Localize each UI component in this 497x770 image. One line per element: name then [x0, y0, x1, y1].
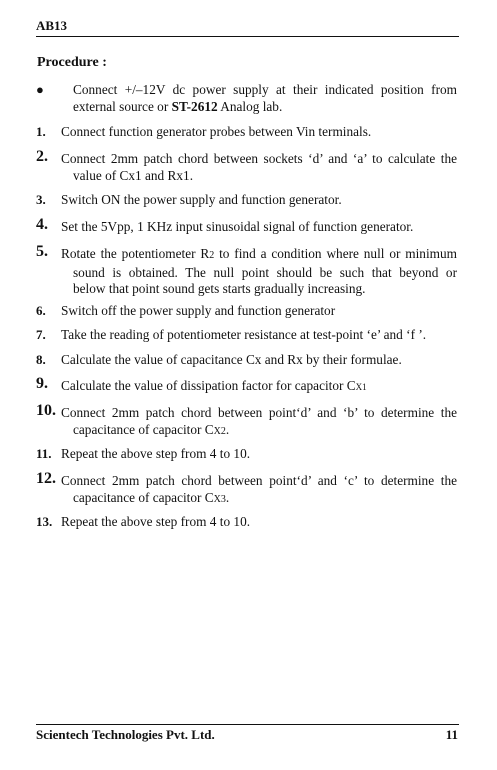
step-line-2-end: . — [225, 421, 230, 437]
step-4 — [36, 216, 457, 236]
step-number: 2. — [36, 148, 48, 165]
step-line-2 — [61, 490, 457, 509]
step-line-1-end: to find a condition where null or minimum — [214, 246, 457, 261]
step-line-2-sub: X2 — [213, 425, 226, 437]
header-divider — [36, 36, 459, 37]
step-number: 7. — [36, 327, 46, 342]
header-title: AB13 — [36, 18, 68, 33]
step-text: Repeat the above step from 4 to 10. — [61, 446, 251, 461]
procedure-heading: Procedure : — [37, 55, 107, 70]
page-number: 11 — [445, 727, 458, 742]
step-number: 4. — [36, 216, 48, 233]
step-text: Set the 5Vpp, 1 KHz input sinusoidal signal of function generator. — [61, 219, 414, 234]
step-number: 5. — [36, 243, 48, 260]
step-line-2 — [61, 422, 457, 441]
step-number: 13. — [36, 514, 53, 529]
step-line-1: Connect 2mm patch chord between sockets ‘d’ and ‘a’ to calculate the — [61, 151, 457, 166]
step-line-1: Connect 2mm patch chord between point‘d’ and ‘b’ to determine the — [61, 405, 457, 420]
step-10 — [36, 402, 457, 440]
step-3 — [36, 192, 457, 209]
bullet-dot-icon: ● — [36, 82, 44, 97]
bullet-line-2-bold: ST-2612 — [171, 98, 218, 114]
step-11 — [36, 446, 457, 463]
step-text: Switch off the power supply and function generator — [61, 303, 336, 318]
step-9 — [36, 375, 457, 396]
step-number: 6. — [36, 303, 46, 318]
step-number: 9. — [36, 375, 48, 392]
step-8 — [36, 352, 457, 369]
step-line-1-text: Rotate the potentiometer R — [61, 246, 210, 261]
step-13 — [36, 514, 457, 531]
step-5 — [36, 243, 457, 298]
step-number: 12. — [36, 470, 56, 487]
bullet-line-2-end: Analog lab. — [217, 98, 283, 114]
step-number: 8. — [36, 352, 46, 367]
step-number: 11. — [36, 446, 52, 461]
step-text: Repeat the above step from 4 to 10. — [61, 514, 251, 529]
step-text-main: Calculate the value of dissipation factor for capacitor C — [61, 378, 356, 393]
step-number: 3. — [36, 192, 46, 207]
step-line-2-text: capacitance of capacitor C — [73, 489, 214, 505]
step-text: Calculate the value of capacitance Cx and Rx by their formulae. — [61, 352, 402, 367]
step-line-2-end: . — [225, 489, 230, 505]
step-line-2-sub: X3 — [213, 493, 226, 505]
step-line-3: below that point sound gets starts gradually increasing. — [73, 281, 366, 296]
step-text — [61, 405, 457, 440]
step-12 — [36, 470, 457, 508]
step-text: Switch ON the power supply and function generator. — [61, 192, 342, 207]
step-number: 1. — [36, 124, 46, 139]
step-text — [61, 246, 457, 298]
step-line-1 — [61, 246, 457, 265]
step-6 — [36, 303, 457, 320]
bullet-text — [73, 82, 457, 115]
step-line-2: value of Cx1 and Rx1. — [73, 167, 194, 183]
step-number: 10. — [36, 402, 56, 419]
bullet-item — [36, 82, 457, 115]
footer-company: Scientech Technologies Pvt. Ltd. — [36, 727, 215, 742]
step-1 — [36, 124, 457, 141]
step-text — [61, 378, 457, 396]
step-2 — [36, 148, 457, 184]
step-text-sub: X1 — [355, 382, 367, 392]
step-line-1: Connect 2mm patch chord between point‘d’ and ‘c’ to determine the — [61, 473, 457, 488]
bullet-line-2-text: external source or — [73, 98, 172, 114]
bullet-line-1: Connect +/–12V dc power supply at their indicated position from — [73, 82, 457, 97]
step-7 — [36, 327, 457, 344]
footer-divider — [36, 724, 459, 725]
step-line-2-text: capacitance of capacitor C — [73, 421, 214, 437]
step-line-1-sub: 2 — [209, 250, 215, 261]
step-line-2: sound is obtained. The null point should be such that beyond or — [73, 264, 457, 280]
step-text: Take the reading of potentiometer resistance at test-point ‘e’ and ‘f ’. — [61, 327, 427, 342]
bullet-line-2 — [73, 99, 457, 116]
step-text — [61, 473, 457, 508]
step-text — [61, 151, 457, 184]
step-text: Connect function generator probes between Vin terminals. — [61, 124, 372, 139]
